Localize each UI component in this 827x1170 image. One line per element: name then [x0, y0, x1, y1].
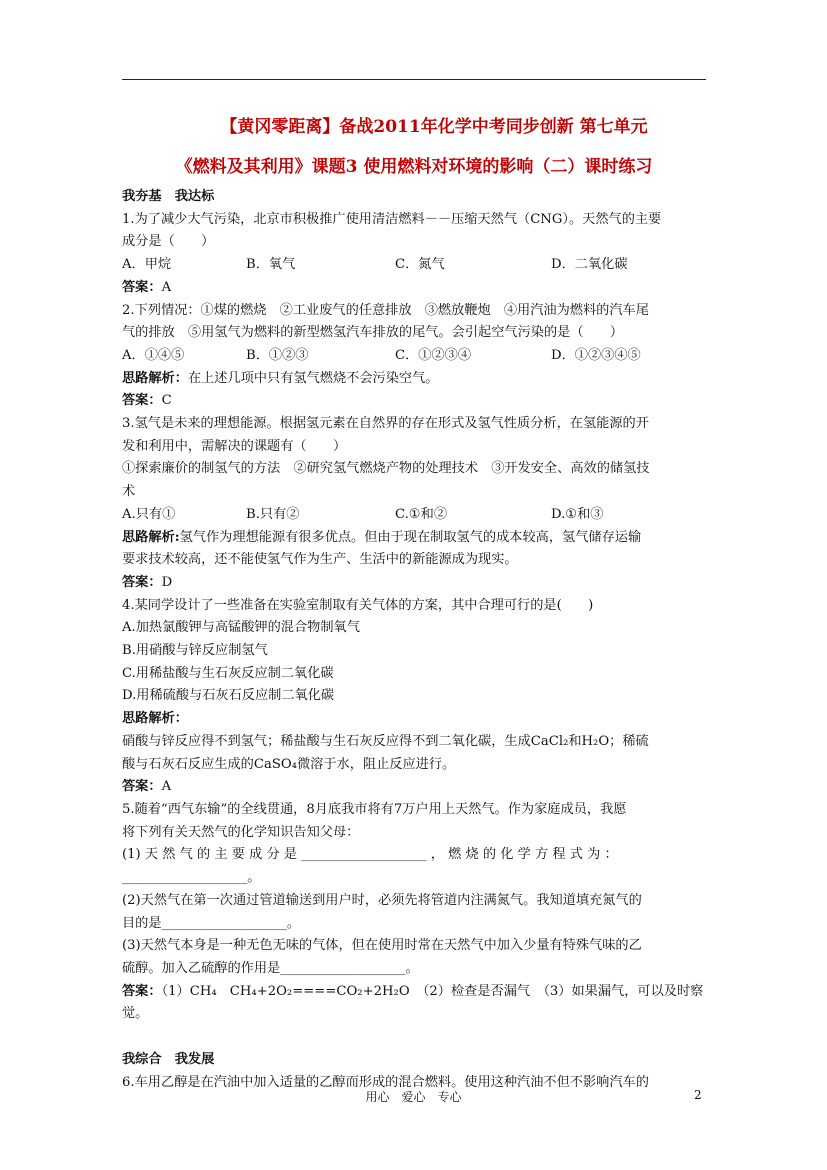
- q5-text-line6: 目的是___________________。: [122, 915, 301, 931]
- analysis-label: 思路解析:: [122, 529, 180, 545]
- answer-value: A: [161, 279, 172, 295]
- section-heading-advanced: 我综合 我发展: [122, 1052, 215, 1068]
- q1-answer: [122, 277, 708, 300]
- q4-option-a: A.加热氯酸钾与高锰酸钾的混合物制氧气: [122, 620, 360, 636]
- q1-option-b: B．氧气: [246, 257, 296, 273]
- q1-text-line1: 1.为了减少大气污染，北京市积极推广使用清洁燃料－－压缩天然气（CNG）。天然气的主要: [122, 211, 662, 227]
- q3-text-line2: 发和利用中，需解决的课题有（ ）: [122, 438, 347, 454]
- q4-option-b: B.用硝酸与锌反应制氢气: [122, 643, 268, 659]
- q5-text-line8: 硫醇。加入乙硫醇的作用是___________________。: [122, 960, 419, 976]
- q5-text-line5: (2)天然气在第一次通过管道输送到用户时，必须先将管道内注满氮气。我知道填充氮气的: [122, 892, 642, 908]
- section-spacer: [122, 1026, 708, 1049]
- q3-option-c: C.①和②: [395, 506, 448, 522]
- answer-value: C: [161, 393, 172, 409]
- q1-option-d: D．二氧化碳: [551, 257, 628, 273]
- q5-text-line1: 5.随着“西气东输”的全线贯通，8月底我市将有7万户用上天然气。作为家庭成员，我愿: [122, 801, 627, 817]
- q4-text-line1: 4.某同学设计了一些准备在实验室制取有关气体的方案，其中合理可行的是( ): [122, 597, 594, 613]
- q2-options: [122, 345, 708, 368]
- analysis-text: 在上述几项中只有氢气燃烧不会污染空气。: [187, 370, 439, 386]
- q3-analysis-line2: 要求技术较高，还不能使氢气作为生产、生活中的新能源成为现实。: [122, 552, 518, 568]
- q4-option-c: C.用稀盐酸与生石灰反应制二氧化碳: [122, 665, 334, 681]
- q2-analysis: [122, 368, 708, 391]
- q1-options: [122, 254, 708, 277]
- footer-motto: 用心 爱心 专心: [365, 1090, 462, 1104]
- answer-label: 答案：: [122, 279, 162, 295]
- q2-option-a: A．①④⑤: [122, 347, 185, 363]
- q4-analysis-line2: 酸与石灰石反应生成的CaSO₄微溶于水，阻止反应进行。: [122, 756, 456, 772]
- q3-text-line4: 术: [122, 484, 136, 500]
- q2-text-line2: 气的排放 ⑤用氢气为燃料的新型燃氢汽车排放的尾气。会引起空气污染的是（ ）: [122, 325, 624, 341]
- q3-option-d: D.①和③: [551, 506, 604, 522]
- document-body: [122, 186, 708, 1094]
- header-rule: [122, 79, 706, 80]
- answer-label: 答案：: [122, 779, 162, 795]
- q1-text-line2: 成分是（ ）: [122, 234, 215, 250]
- page-number: 2: [694, 1088, 702, 1102]
- q5-text-line2: 将下列有关天然气的化学知识告知父母：: [122, 824, 360, 840]
- q3-options: [122, 504, 708, 527]
- page-title-line1: 【黄冈零距离】备战2011年化学中考同步创新 第七单元: [220, 117, 648, 137]
- q2-answer: [122, 390, 708, 413]
- q5-text-line7: (3)天然气本身是一种无色无味的气体，但在使用时常在天然气中加入少量有特殊气味的乙: [122, 938, 642, 954]
- q4-answer: [122, 776, 708, 799]
- q2-option-b: B．①②③: [246, 347, 309, 363]
- q2-option-d: D．①②③④⑤: [551, 347, 641, 363]
- section-heading-basic: 我夯基 我达标: [122, 189, 215, 204]
- answer-value: （1）CH₄ CH₄+2O₂====CO₂+2H₂O （2）检查是否漏气 （3）如果漏气，可以及时察: [161, 983, 704, 999]
- q3-text-line1: 3.氢气是未来的理想能源。根据氢元素在自然界的存在形式及氢气性质分析，在氢能源的开: [122, 416, 649, 432]
- q2-option-c: C．①②③④: [395, 347, 472, 363]
- q3-option-a: A.只有①: [122, 506, 176, 522]
- q4-analysis-line1: 硝酸与锌反应得不到氢气；稀盐酸与生石灰反应得不到二氧化碳，生成CaCl₂和H₂O；稀硫: [122, 733, 649, 749]
- analysis-label: 思路解析：: [122, 370, 188, 386]
- q3-analysis-line1: [122, 527, 708, 550]
- q4-analysis-label: 思路解析：: [122, 711, 188, 727]
- q1-option-a: A．甲烷: [122, 257, 172, 273]
- answer-label: 答案：: [122, 574, 162, 590]
- q3-answer: [122, 572, 708, 595]
- answer-label: 答案：: [122, 393, 162, 409]
- q4-option-d: D.用稀硫酸与石灰石反应制二氧化碳: [122, 688, 335, 704]
- answer-label: 答案：: [122, 983, 162, 999]
- page-title-line2: 《燃料及其利用》课题3 使用燃料对环境的影响（二）课时练习: [175, 157, 653, 177]
- q1-option-c: C．氮气: [395, 257, 445, 273]
- q2-text-line1: 2.下列情况：①煤的燃烧 ②工业废气的任意排放 ③燃放鞭炮 ④用汽油为燃料的汽车尾: [122, 302, 649, 318]
- analysis-text: 氢气作为理想能源有很多优点。但由于现在制取氢气的成本较高，氢气储存运输: [179, 529, 642, 545]
- q5-text-line3: (1) 天 然 气 的 主 要 成 分 是 ___________________ ， 燃 烧 的 化 学 方 程 式 为 ：: [122, 847, 618, 863]
- q6-text-line1: 6.车用乙醇是在汽油中加入适量的乙醇而形成的混合燃料。使用这种汽油不但不影响汽车的: [122, 1074, 649, 1090]
- answer-value: A: [161, 779, 172, 795]
- q3-option-b: B.只有②: [246, 506, 300, 522]
- answer-value: D: [161, 574, 173, 590]
- q5-answer-line1: [122, 981, 708, 1004]
- q3-text-line3: ①探索廉价的制氢气的方法 ②研究氢气燃烧产物的处理技术 ③开发安全、高效的储氢技: [122, 461, 650, 477]
- q5-text-line4: ___________________。: [122, 870, 261, 886]
- q5-answer-line2: 觉。: [122, 1006, 149, 1022]
